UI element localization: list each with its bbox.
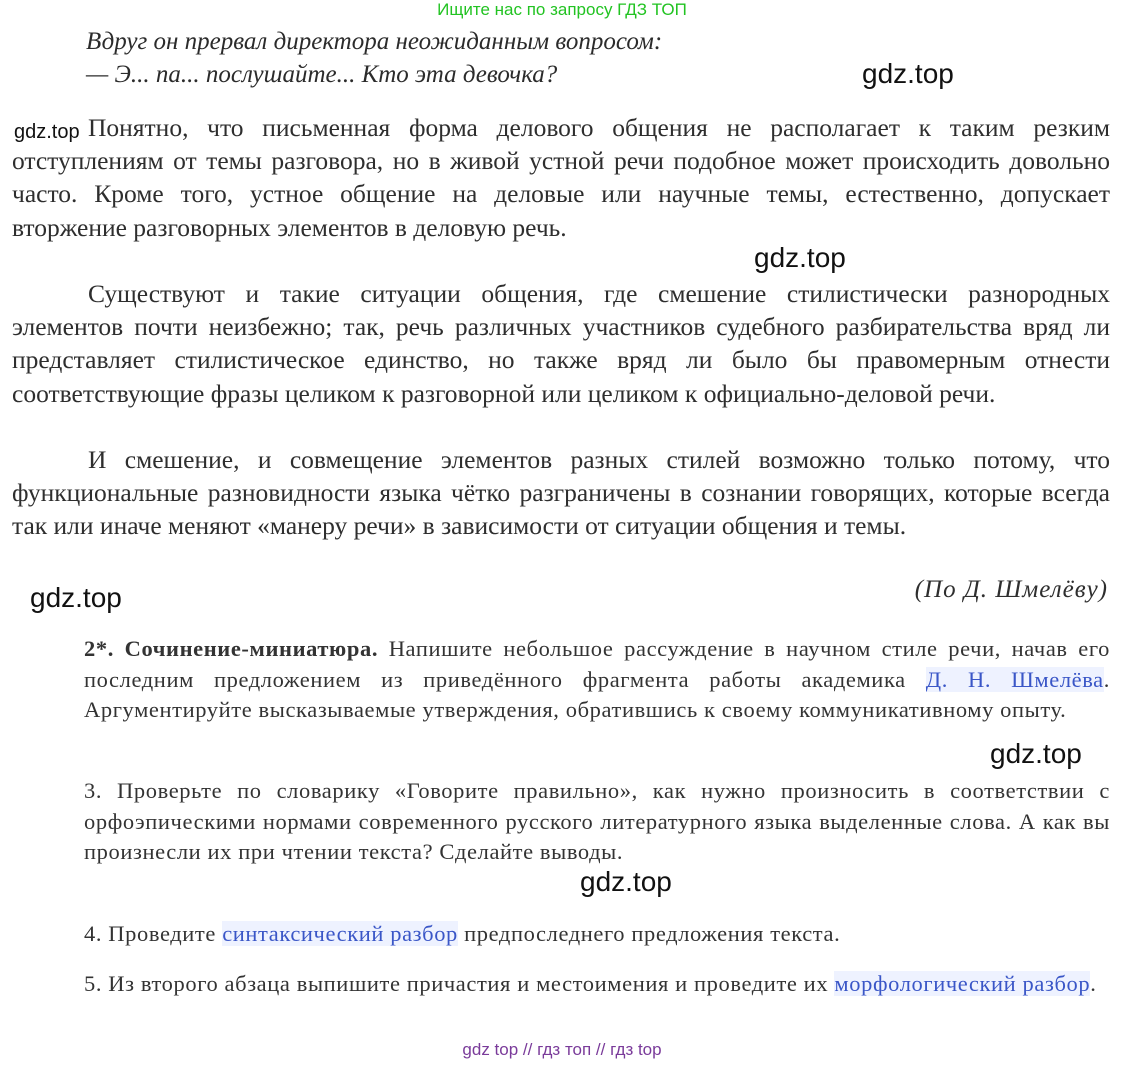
task-5-link-morphology[interactable]: морфологический разбор — [834, 971, 1091, 996]
task-2 — [84, 634, 1110, 726]
task-2-text-b: . Аргументируйте высказываемые утверждения, обратившись к своему коммуникативному опыту. — [84, 666, 1110, 722]
paragraph-3: И смешение, и совмещение элементов разных стилей возможно только потому, что функциональные разновидности языка чётко разграничены в сознании говорящих, которые всегда так или иначе меняют «манеру речи» в зависимости от ситуации общения и темы. — [12, 445, 1110, 541]
paragraph-1: Понятно, что письменная форма делового общения не располагает к таким резким отступлениям от темы разговора, но в живой устной речи подобное может происходить довольно часто. Кроме того, устное общение на деловые или научные темы, естественно, допускает вторжение разговорных элементов в деловую речь. — [12, 113, 1110, 242]
watermark: gdz.top — [754, 242, 846, 273]
task-2-title: Сочинение-миниатюра. — [124, 636, 379, 661]
task-5-text-a: 5. Из второго абзаца выпишите причастия и местоимения и проведите их — [84, 971, 829, 996]
dialog-line-1: Вдруг он прервал директора неожиданным вопросом: — [86, 28, 663, 55]
watermark: gdz.top — [990, 738, 1082, 769]
watermark: gdz.top — [14, 121, 80, 143]
paragraph-2: Существуют и такие ситуации общения, где смешение стилистически разнородных элементов почти неизбежно; так, речь различных участников судебного разбирательства вряд ли представляет стилистическое единство, но также вряд ли было бы правомерным отнести соответствующие фразы целиком к разговорной или целиком к официально-деловой речи. — [12, 279, 1110, 408]
task-2-number: 2*. — [84, 636, 114, 661]
task-3: 3. Проверьте по словарику «Говорите правильно», как нужно произносить в соответствии с орфоэпическими нормами современного русского литературного языка выделенные слова. А как вы произнесли их при чтении текста? Сделайте выводы. — [84, 778, 1110, 864]
task-2-text-a: Напишите небольшое рассуждение в научном стиле речи, начав его последним предложением из приведённого фрагмента работы академика — [84, 636, 1110, 692]
task-5 — [84, 969, 1110, 1000]
dialog-line-2: — Э... па... послушайте... Кто эта девочка? — [86, 61, 558, 88]
footer-links: gdz top // гдз топ // гдз top — [462, 1040, 662, 1059]
task-5-text-b: . — [1090, 971, 1097, 996]
watermark: gdz.top — [862, 58, 954, 89]
attribution: (По Д. Шмелёву) — [914, 576, 1108, 603]
search-banner: Ищите нас по запросу ГДЗ ТОП — [437, 0, 687, 19]
watermark: gdz.top — [580, 866, 672, 897]
watermark: gdz.top — [30, 582, 122, 613]
task-4 — [84, 919, 1110, 950]
task-4-text-a: 4. Проведите — [84, 921, 216, 946]
task-4-text-b: предпоследнего предложения текста. — [464, 921, 841, 946]
task-4-link-syntax[interactable]: синтаксический разбор — [222, 921, 458, 946]
task-2-link-shmelev[interactable]: Д. Н. Шмелёва — [925, 666, 1104, 692]
